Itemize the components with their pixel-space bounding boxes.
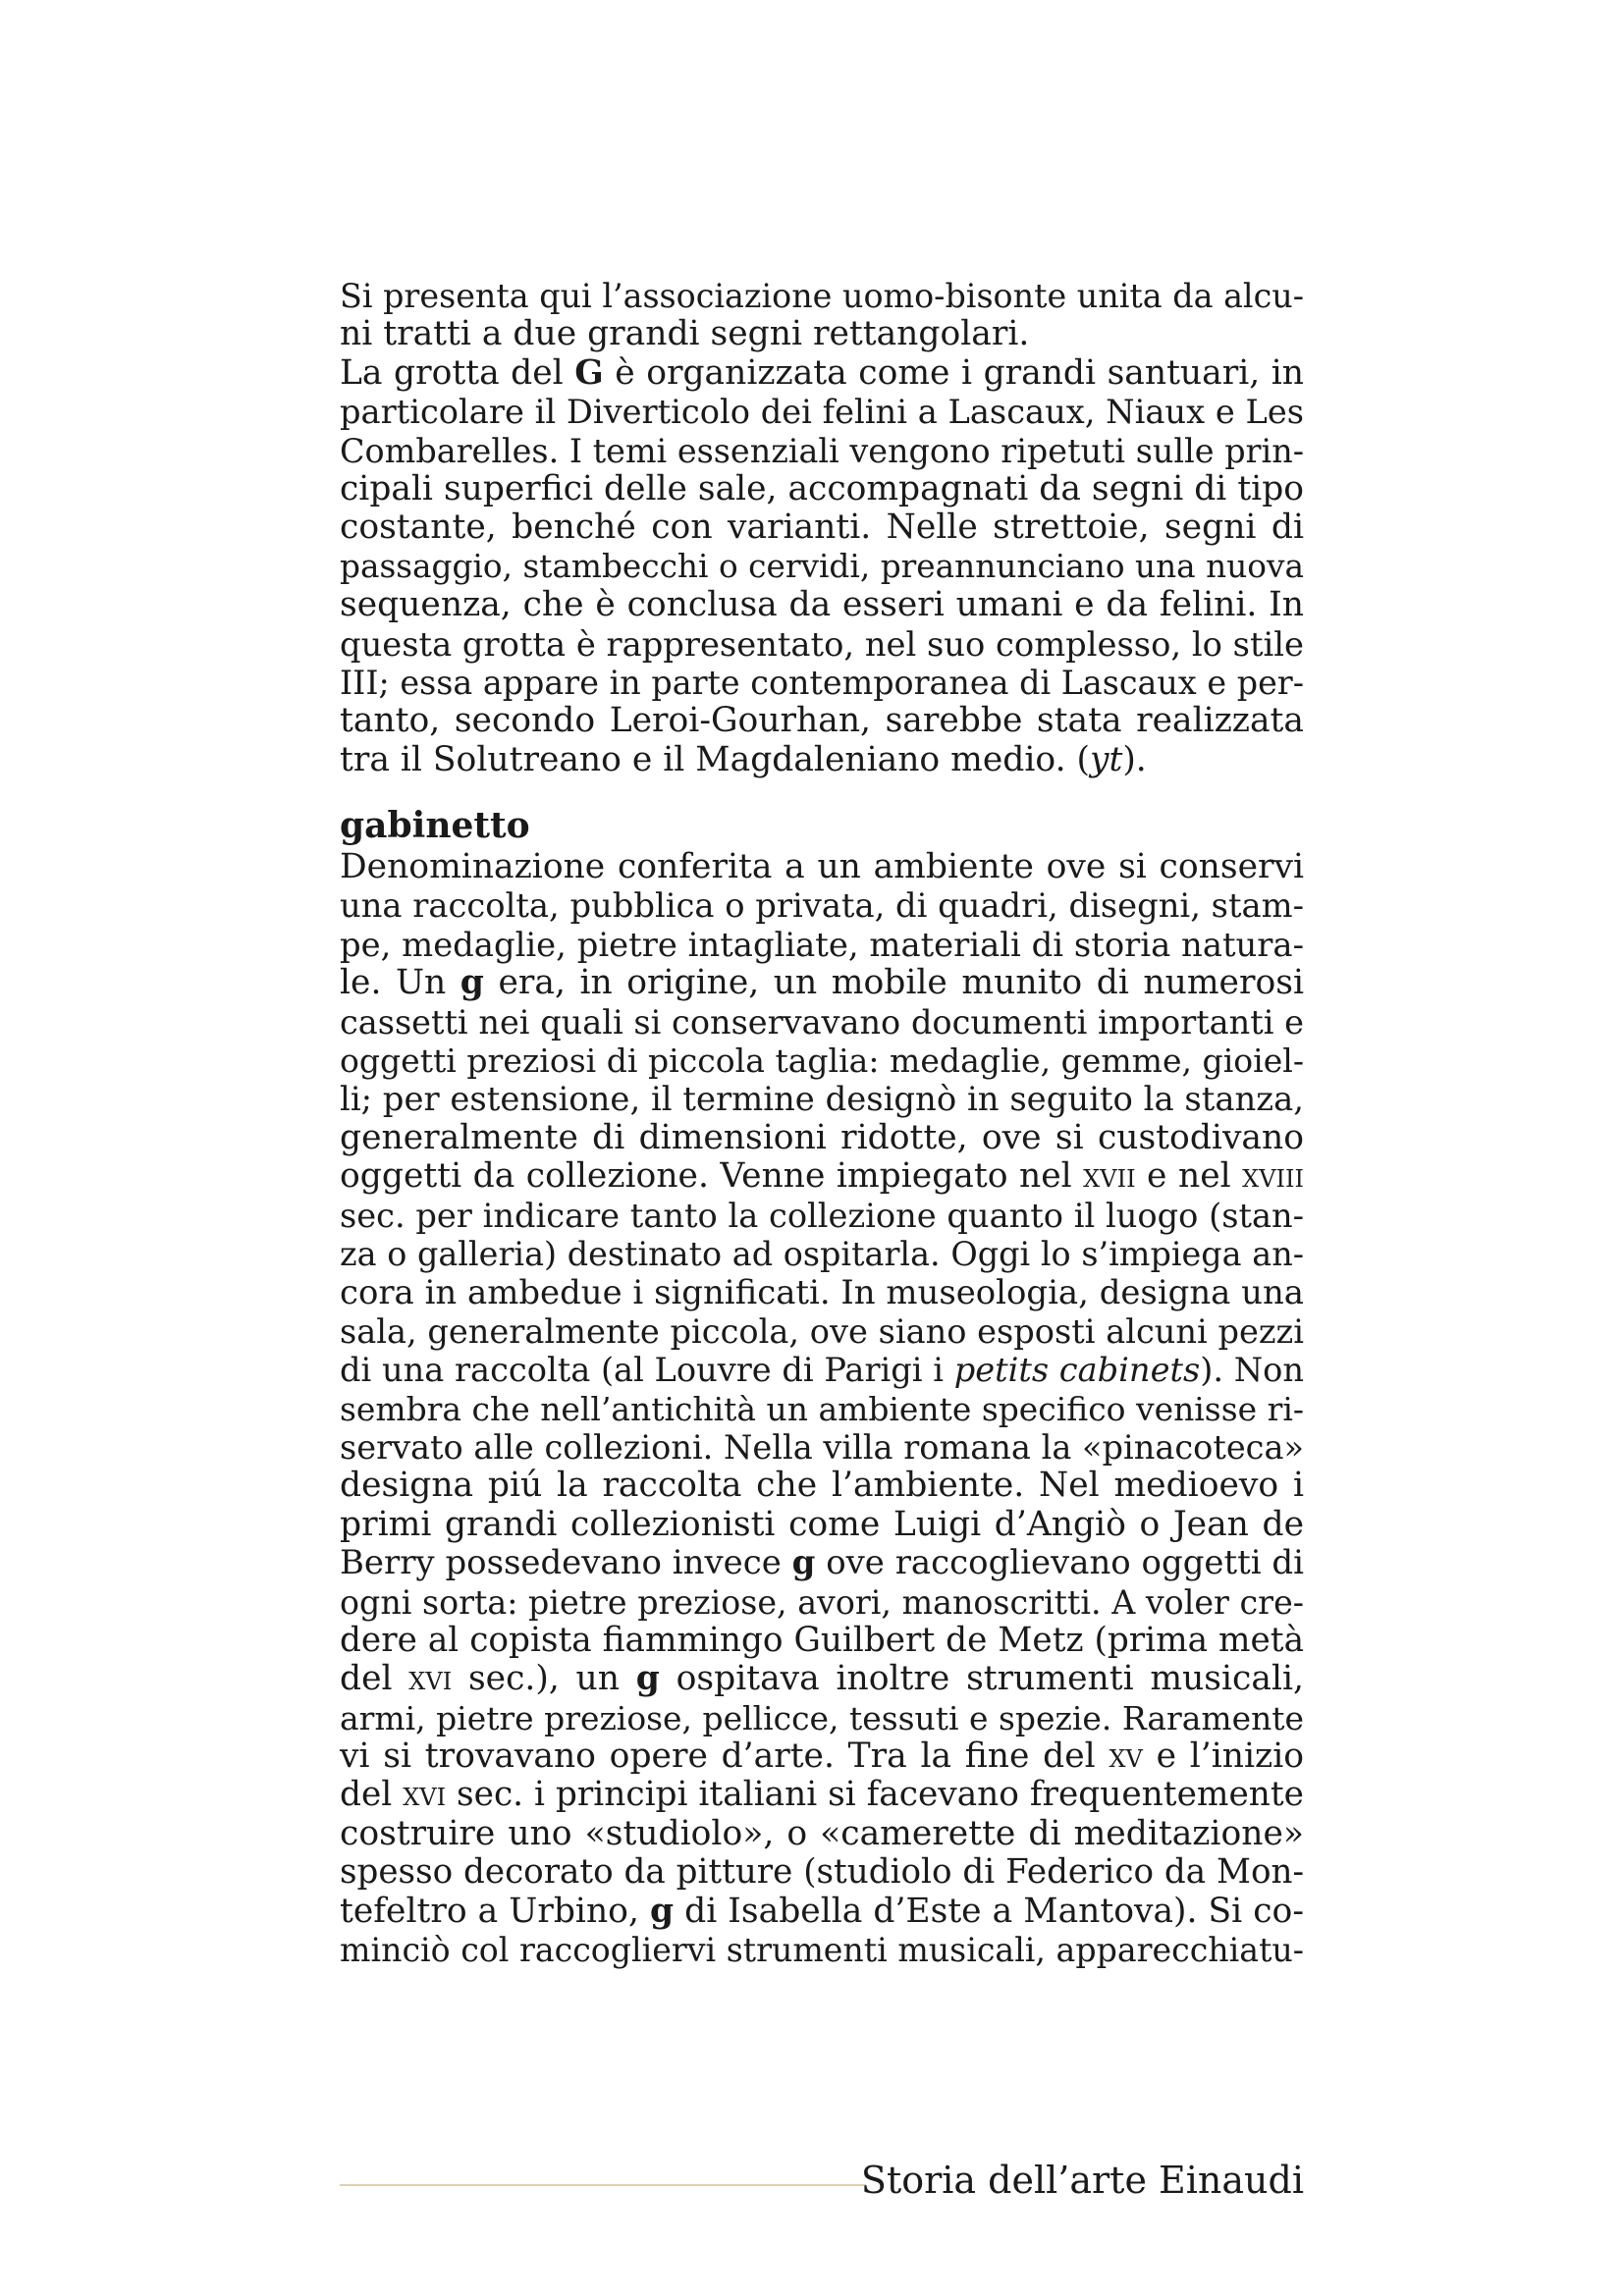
text-line: III; essa appare in parte contemporanea di Lascaux e per- xyxy=(340,663,1304,702)
abbrev-term: g xyxy=(649,1891,675,1931)
text-line xyxy=(340,1157,1304,1196)
text-line xyxy=(340,354,1304,393)
text-line: passaggio, stambecchi o cervidi, preannunciano una nuova xyxy=(340,547,1304,585)
text-line: oggetti preziosi di piccola taglia: medaglie, gemme, gioiel- xyxy=(340,1041,1304,1081)
century-numeral: xvi xyxy=(403,1775,447,1815)
text-run: è organizzata come i grandi santuari, in xyxy=(603,352,1304,393)
text-run: del xyxy=(340,1775,404,1815)
text-line xyxy=(340,1544,1304,1582)
author-initials: yt xyxy=(1089,739,1123,779)
century-numeral: xv xyxy=(1109,1736,1143,1777)
text-run: ). Non xyxy=(1200,1351,1304,1390)
text-run: sec.), un xyxy=(452,1659,636,1699)
text-run: di una raccolta (al Louvre di Parigi i xyxy=(340,1351,954,1390)
text-line: servato alle collezioni. Nella villa romana la «pinacoteca» xyxy=(340,1427,1304,1467)
text-line: armi, pietre preziose, pellicce, tessuti e spezie. Raramente xyxy=(340,1698,1304,1737)
text-line: costruire uno «studiolo», o «camerette di meditazione» xyxy=(340,1813,1304,1853)
text-line xyxy=(340,1776,1304,1814)
entry-heading: gabinetto xyxy=(340,805,530,847)
paragraph-grotta xyxy=(340,354,1304,779)
text-line: dere al copista fiammingo Guilbert de Metz (prima metà xyxy=(340,1620,1304,1660)
text-line xyxy=(340,964,1304,1002)
footer-title: Storia dell’arte Einaudi xyxy=(860,2159,1304,2202)
text-line: generalmente di dimensioni ridotte, ove si custodivano xyxy=(340,1117,1304,1157)
footer-rule xyxy=(340,2184,866,2186)
text-run: tefeltro a Urbino, xyxy=(340,1891,650,1931)
text-run: ospitava inoltre strumenti musicali, xyxy=(659,1659,1304,1699)
text-run: e nel xyxy=(1135,1156,1243,1197)
abbrev-term: g xyxy=(460,963,484,1003)
text-line: ni tratti a due grandi segni rettangolari. xyxy=(340,314,1030,354)
text-run: e l’inizio xyxy=(1142,1736,1304,1777)
text-line: cassetti nei quali si conservavano documenti importanti e xyxy=(340,1002,1304,1041)
text-run: Berry possedevano invece xyxy=(340,1544,792,1583)
text-line: sembra che nell’antichità un ambiente specifico venisse ri- xyxy=(340,1389,1304,1428)
text-line: sequenza, che è conclusa da esseri umani e da felini. In xyxy=(340,585,1304,625)
text-line: sala, generalmente piccola, ove siano esposti alcuni pezzi xyxy=(340,1311,1304,1351)
text-line xyxy=(340,741,1304,779)
text-line: minciò col raccogliervi strumenti musicali, apparecchiatu- xyxy=(340,1931,1304,1970)
text-line: primi grandi collezionisti come Luigi d’Angiò o Jean de xyxy=(340,1504,1304,1544)
text-line: ogni sorta: pietre preziose, avori, manoscritti. A voler cre- xyxy=(340,1582,1304,1622)
text-line xyxy=(340,1737,1304,1776)
text-run: ove raccoglievano oggetti di xyxy=(815,1544,1305,1583)
text-line: cora in ambedue i significati. In museologia, designa una xyxy=(340,1273,1304,1312)
text-line xyxy=(340,1893,1304,1931)
text-run: ). xyxy=(1122,739,1147,779)
text-line: questa grotta è rappresentato, nel suo complesso, lo stile xyxy=(340,624,1304,664)
text-column xyxy=(340,277,1304,1969)
text-run: oggetti da collezione. Venne impiegato nel xyxy=(340,1156,1084,1197)
text-line: tanto, secondo Leroi-Gourhan, sarebbe stata realizzata xyxy=(340,701,1304,741)
paragraph-association xyxy=(340,277,1304,354)
text-run: sec. i principi italiani si facevano frequentemente xyxy=(446,1775,1304,1815)
abbrev-term: g xyxy=(635,1659,660,1699)
text-run: era, in origine, un mobile munito di numerosi xyxy=(483,963,1304,1003)
italic-term: petits cabinets xyxy=(953,1351,1201,1390)
text-line xyxy=(340,1660,1304,1698)
text-line: Si presenta qui l’associazione uomo-bisonte unita da alcu- xyxy=(340,277,1304,315)
text-line: pe, medaglie, pietre intagliate, materiali di storia natura- xyxy=(340,925,1304,964)
text-run: La grotta del xyxy=(340,352,575,393)
text-line: spesso decorato da pitture (studiolo di Federico da Mon- xyxy=(340,1852,1304,1893)
entry-body xyxy=(340,848,1304,1969)
abbrev-term: G xyxy=(574,352,604,393)
text-line: za o galleria) destinato ad ospitarla. Oggi lo s’impiega an- xyxy=(340,1234,1304,1273)
text-line: sec. per indicare tanto la collezione quanto il luogo (stan- xyxy=(340,1196,1304,1235)
century-numeral: xviii xyxy=(1242,1156,1304,1197)
text-line: una raccolta, pubblica o privata, di quadri, disegni, stam- xyxy=(340,886,1304,926)
text-run: del xyxy=(340,1659,409,1699)
text-run: vi si trovavano opere d’arte. Tra la fine del xyxy=(340,1736,1109,1777)
text-line: designa piú la raccolta che l’ambiente. Nel medioevo i xyxy=(340,1466,1304,1506)
text-run: tra il Solutreano e il Magdaleniano medio. ( xyxy=(340,739,1090,779)
abbrev-term: g xyxy=(791,1543,816,1583)
text-run: le. Un xyxy=(340,963,460,1003)
text-run: di Isabella d’Este a Mantova). Si co- xyxy=(674,1891,1304,1931)
text-line: particolare il Diverticolo dei felini a Lascaux, Niaux e Les xyxy=(340,393,1304,432)
text-line: cipali superfici delle sale, accompagnati da segni di tipo xyxy=(340,468,1304,508)
text-line: Combarelles. I temi essenziali vengono ripetuti sulle prin- xyxy=(340,431,1304,470)
text-line: Denominazione conferita a un ambiente ove si conservi xyxy=(340,847,1304,887)
century-numeral: xvii xyxy=(1083,1156,1136,1197)
text-line xyxy=(340,1351,1304,1389)
text-line: li; per estensione, il termine designò in seguito la stanza, xyxy=(340,1080,1304,1119)
text-line: costante, benché con varianti. Nelle strettoie, segni di xyxy=(340,507,1304,548)
century-numeral: xvi xyxy=(408,1659,453,1699)
